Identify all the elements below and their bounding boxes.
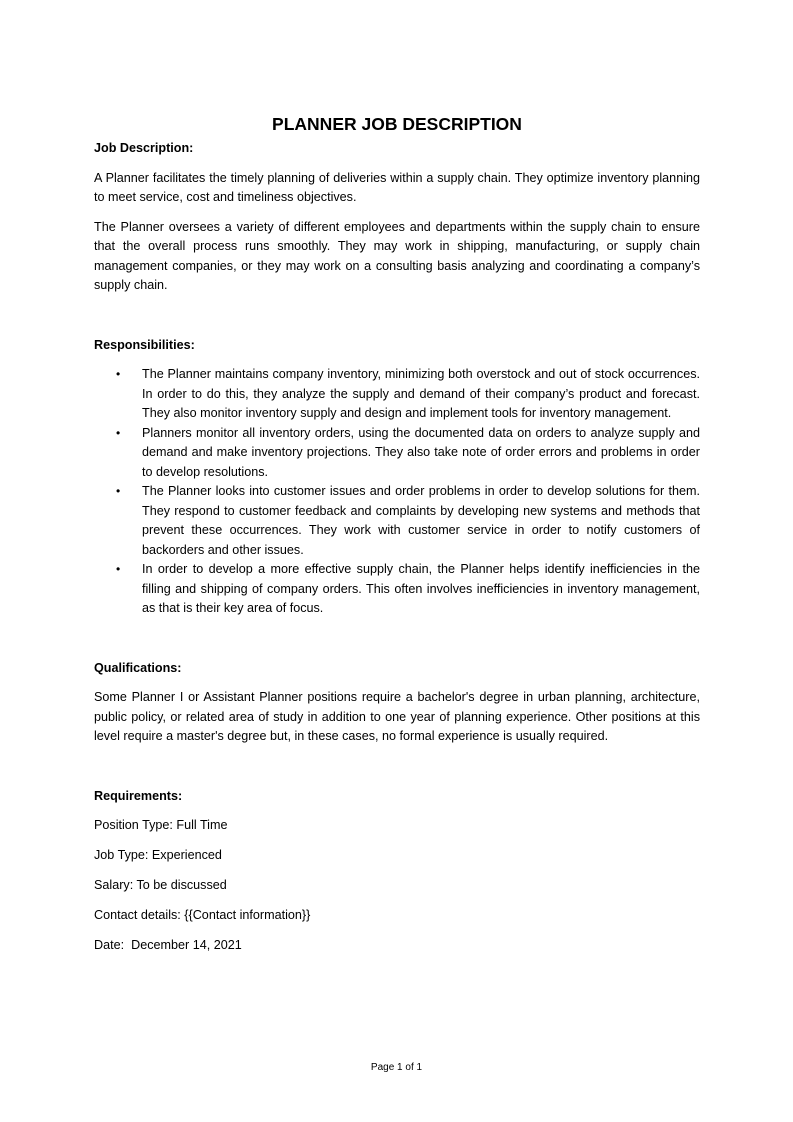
document-page (94, 113, 700, 966)
list-item (94, 365, 700, 424)
document-title: PLANNER JOB DESCRIPTION (272, 114, 522, 134)
requirement-contact-details: Contact details: {{Contact information}} (94, 908, 311, 922)
section-spacer (94, 757, 700, 787)
list-item (94, 424, 700, 483)
list-item (94, 560, 700, 619)
job-description-paragraph-2: The Planner oversees a variety of different employees and departments within the supply chain to ensure that the overall process runs smoothly. They may work in shipping, manufacturing, or supply chain management companies, or they may work on a consulting basis analyzing and coordinating a company’s supply chain. (94, 219, 700, 292)
job-description-paragraph-1: A Planner facilitates the timely planning of deliveries within a supply chain. They optimize inventory planning to meet service, cost and timeliness objectives. (94, 170, 700, 204)
responsibility-text: In order to develop a more effective supply chain, the Planner helps identify inefficiencies in the filling and shipping of company orders. This often involves inefficiencies in inventory management, as that is their key area of focus. (142, 562, 700, 615)
bullet-icon: • (116, 562, 121, 576)
requirement-position-type: Position Type: Full Time (94, 818, 228, 832)
requirement-salary: Salary: To be discussed (94, 878, 227, 892)
requirement-date: Date: December 14, 2021 (94, 938, 242, 952)
responsibilities-heading: Responsibilities: (94, 337, 195, 352)
section-spacer (94, 306, 700, 336)
qualifications-paragraph: Some Planner I or Assistant Planner positions require a bachelor's degree in urban planning, architecture, public policy, or related area of study in addition to one year of planning experience. Other positions at this level require a master's degree but, in these cases, no formal experience is usually required. (94, 690, 700, 743)
bullet-icon: • (116, 484, 121, 498)
section-spacer (94, 629, 700, 659)
bullet-icon: • (116, 425, 121, 440)
responsibility-text: The Planner maintains company inventory, minimizing both overstock and out of stock occurrences. In order to do this, they analyze the supply and demand of their company’s product and forecast. They also monitor inventory supply and design and implement tools for inventory management. (142, 367, 700, 420)
job-description-heading: Job Description: (94, 141, 194, 155)
list-item (94, 482, 700, 560)
requirement-job-type: Job Type: Experienced (94, 848, 222, 862)
bullet-icon: • (116, 367, 121, 381)
responsibilities-list (94, 365, 700, 619)
requirements-heading: Requirements: (94, 788, 183, 803)
qualifications-heading: Qualifications: (94, 660, 182, 675)
responsibility-text: The Planner looks into customer issues and order problems in order to develop solutions for them. They respond to customer feedback and complaints by developing new systems and methods that prevent these occurrences. They work with customer service in order to notify customers of backorders and other issues. (142, 484, 700, 557)
responsibility-text: Planners monitor all inventory orders, using the documented data on orders to analyze supply and demand and make inventory projections. They also take note of order errors and problems in order to develop resolutions. (142, 425, 700, 479)
page-footer: Page 1 of 1 (370, 1062, 423, 1073)
